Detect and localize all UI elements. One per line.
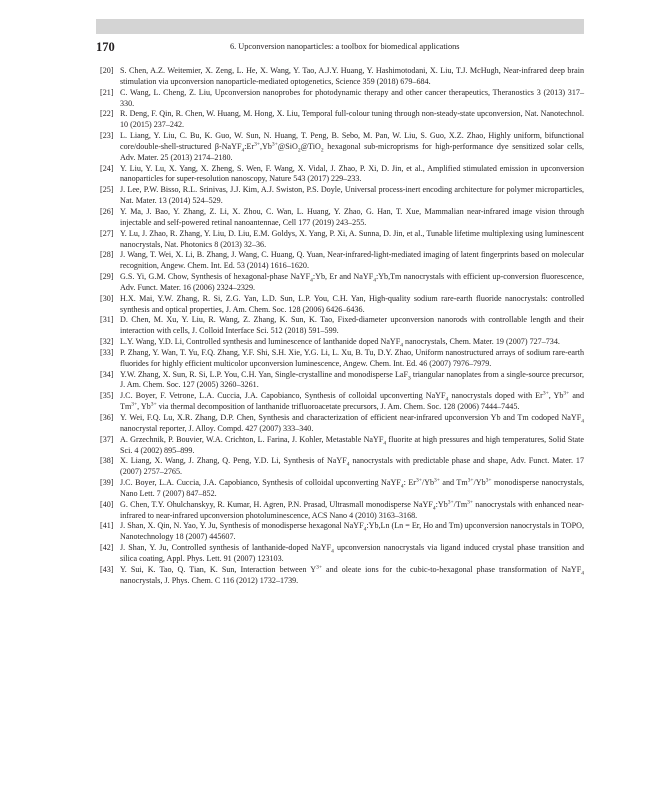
reference-number: [32] — [100, 337, 114, 347]
reference-number: [43] — [100, 564, 114, 574]
reference-text: R. Deng, F. Qin, R. Chen, W. Huang, M. Hong, X. Liu, Temporal full-colour tuning through non-steady-state upconversion, Nat. Nanotechnol. 10 (2015) 237–242. — [120, 109, 584, 130]
reference-number: [37] — [100, 434, 114, 444]
reference-text: L. Liang, Y. Liu, C. Bu, K. Guo, W. Sun, N. Huang, T. Peng, B. Sebo, M. Pan, W. Liu, S. Guo, X.Z. Zhao, Highly uniform, bifunctional core/double-shell-structured $\beta-NaYF_4:Er^{3+},Yb^{3+}@SiO_2@TiO_2$ hexagonal sub-microprisms for high-performance dye sensitized solar cells, Adv. Mater. 25 (2013) 2174–2180. — [120, 131, 584, 162]
reference-number: [39] — [100, 478, 114, 488]
reference-text: H.X. Mai, Y.W. Zhang, R. Si, Z.G. Yan, L.D. Sun, L.P. You, C.H. Yan, High-quality sodium rare-earth fluoride nanocrystals: controlled synthesis and optical properties, J. Am. Chem. Soc. 128 (2006) 6426–6436. — [120, 293, 584, 314]
reference-item — [100, 543, 584, 565]
reference-number: [27] — [100, 228, 114, 238]
reference-item — [100, 229, 584, 251]
reference-text: J. Wang, T. Wei, X. Li, B. Zhang, J. Wang, C. Huang, Q. Yuan, Near-infrared-light-mediated imaging of latent fingerprints based on molecular recognition, Angew. Chem. Int. Ed. 53 (2014) 1616–1620. — [120, 250, 584, 271]
reference-number: [24] — [100, 163, 114, 173]
reference-number: [23] — [100, 131, 114, 141]
reference-text: J. Shan, Y. Ju, Controlled synthesis of lanthanide-doped NaYF$_4$ upconversion nanocrystals via ligand induced crystal phase transition and silica coating, Appl. Phys. Lett. 91 (2007) 123103. — [120, 543, 585, 563]
reference-text: C. Wang, L. Cheng, Z. Liu, Upconversion nanoprobes for photodynamic therapy and other cancer therapeutics, Theranostics 3 (2013) 317–330. — [120, 87, 584, 108]
reference-item — [100, 500, 584, 522]
reference-item — [100, 207, 584, 229]
reference-text: J.C. Boyer, F. Vetrone, L.A. Cuccia, J.A. Capobianco, Synthesis of colloidal upconverting NaYF$_4$ nanocrystals doped with $Er^{3+}$, $Yb^{3+}$ and $Tm^{3+}$, $Yb^{3+}$ via thermal decomposition of lanthanide trifluoroacetate precursors, J. Am. Chem. Soc. 128 (2006) 7444–7445. — [120, 390, 585, 412]
reference-number: [31] — [100, 315, 114, 325]
reference-item — [100, 348, 584, 370]
reference-number: [36] — [100, 413, 114, 422]
reference-text: Y. Ma, J. Bao, Y. Zhang, Z. Li, X. Zhou, C. Wan, L. Huang, Y. Zhao, G. Han, T. Xue, Mammalian near-infrared image vision through injectable and self-powered retinal nanoantennae, Cell 177 (2019) 243–255. — [120, 206, 584, 227]
reference-item — [100, 88, 584, 110]
reference-number: [41] — [100, 521, 114, 531]
reference-item — [100, 337, 584, 348]
reference-number: [40] — [100, 499, 114, 509]
reference-item — [100, 456, 584, 478]
reference-item — [100, 66, 584, 88]
reference-item — [100, 413, 584, 435]
reference-item — [100, 435, 584, 457]
reference-text: Y. Liu, Y. Lu, X. Yang, X. Zheng, S. Wen, F. Wang, X. Vidal, J. Zhao, P. Xi, D. Jin, et al., Amplified stimulated emission in upconversion nanoparticles for super-resolution nanoscopy, Nature 543 (2017) 229–233. — [120, 163, 584, 184]
reference-number: [42] — [100, 543, 114, 553]
running-title: 6. Upconversion nanoparticles: a toolbox for biomedical applications — [230, 42, 460, 51]
reference-text: X. Liang, X. Wang, J. Zhang, Q. Peng, Y.D. Li, Synthesis of NaYF$_4$ nanocrystals with predictable phase and shape, Adv. Funct. Mater. 17 (2007) 2757–2765. — [120, 456, 585, 477]
reference-list — [100, 66, 584, 587]
reference-number: [35] — [100, 391, 114, 401]
reference-item — [100, 478, 584, 500]
reference-text: Y.W. Zhang, X. Sun, R. Si, L.P. You, C.H. Yan, Single-crystalline and monodisperse LaF$_3$ triangular nanoplates from a single-source precursor, J. Am. Chem. Soc. 127 (2005) 3260–3261. — [120, 369, 585, 390]
reference-text: L.Y. Wang, Y.D. Li, Controlled synthesis and luminescence of lanthanide doped NaYF$_4$ nanocrystals, Chem. Mater. 19 (2007) 727–734. — [120, 337, 560, 349]
reference-text: A. Grzechnik, P. Bouvier, W.A. Crichton, L. Farina, J. Kohler, Metastable NaYF$_4$ fluorite at high pressures and high temperatures, Solid State Sci. 4 (2002) 895–899. — [120, 434, 584, 455]
reference-text: J.C. Boyer, L.A. Cuccia, J.A. Capobianco, Synthesis of colloidal upconverting NaYF$_4$: $Er^{3+}/Yb^{3+}$ and $Tm^{3+}/Yb^{3+}$ monodisperse nanocrystals, Nano Lett. 7 (2007) 847–852. — [120, 477, 584, 498]
reference-item — [100, 391, 584, 413]
reference-item — [100, 164, 584, 186]
reference-text: Y. Wei, F.Q. Lu, X.R. Zhang, D.P. Chen, Synthesis and characterization of efficient near-infrared upconversion Yb and Tm codoped NaYF$_4$ nanocrystal reporter, J. Alloy. Compd. 427 (2007) 333–340. — [120, 413, 584, 433]
reference-item — [100, 315, 584, 337]
reference-item — [100, 370, 584, 392]
header-bar — [96, 19, 584, 34]
reference-text: D. Chen, M. Xu, Y. Liu, R. Wang, Z. Zhang, K. Sun, K. Tao, Fixed-diameter upconversion nanorods with controllable length and their interaction with cells, J. Colloid Interface Sci. 512 (2018) 591–599. — [120, 315, 584, 336]
reference-text: S. Chen, A.Z. Weitemier, X. Zeng, L. He, X. Wang, Y. Tao, A.J.Y. Huang, Y. Hashimotodani, X. Liu, T.J. McHugh, Near-infrared deep brain stimulation via upconversion nanoparticle-mediated optogenetics, Science 359 (2018) 679–684. — [120, 66, 584, 86]
reference-item — [100, 272, 584, 294]
reference-text: Y. Sui, K. Tao, Q. Tian, K. Sun, Interaction between $Y^{3+}$ and oleate ions for the cubic-to-hexagonal phase transformation of NaYF$_4$ nanocrystals, J. Phys. Chem. C 116 (2012) 1732–1739. — [120, 564, 584, 585]
reference-number: [22] — [100, 109, 114, 119]
reference-item — [100, 521, 584, 543]
reference-number: [28] — [100, 250, 114, 260]
reference-number: [20] — [100, 66, 114, 75]
reference-text: G.S. Yi, G.M. Chow, Synthesis of hexagonal-phase NaYF$_4$:Yb, Er and NaYF$_4$:Yb,Tm nanocrystals with efficient up-conversion fluorescence, Adv. Funct. Mater. 16 (2006) 2324–2329. — [120, 272, 585, 292]
reference-text: G. Chen, T.Y. Ohulchanskyy, R. Kumar, H. Agren, P.N. Prasad, Ultrasmall monodisperse $NaYF_4:Yb^{3+}/Tm^{3+}$ nanocrystals with enhanced near-infrared to near-infrared upconversion photoluminescence, ACS Nano 4 (2010) 3163–3168. — [120, 499, 584, 520]
reference-number: [29] — [100, 272, 114, 282]
reference-number: [34] — [100, 369, 114, 379]
reference-number: [33] — [100, 347, 114, 357]
reference-item — [100, 131, 584, 164]
reference-text: P. Zhang, Y. Wan, T. Yu, F.Q. Zhang, Y.F. Shi, S.H. Xie, Y.G. Li, L. Xu, B. Tu, D.Y. Zhao, Uniform nanostructured arrays of sodium rare-earth fluorides for highly efficient multicolor upconversion luminescence, Angew. Chem. Int. Ed. 46 (2007) 7976–7979. — [120, 347, 584, 368]
reference-text: J. Lee, P.W. Bisso, R.L. Srinivas, J.J. Kim, A.J. Swiston, P.S. Doyle, Universal process-inert encoding architecture for polymer microparticles, Nat. Mater. 13 (2014) 524–529. — [120, 185, 584, 206]
page-number: 170 — [96, 40, 115, 54]
reference-number: [25] — [100, 185, 114, 195]
reference-item — [100, 250, 584, 272]
reference-item — [100, 109, 584, 131]
reference-text: J. Shan, X. Qin, N. Yao, Y. Ju, Synthesis of monodisperse hexagonal NaYF$_4$:Yb,Ln (Ln = Er, Ho and Tm) upconversion nanocrystals in TOPO, Nanotechnology 18 (2007) 445607. — [120, 521, 584, 542]
reference-item — [100, 565, 584, 587]
reference-number: [26] — [100, 206, 114, 216]
reference-text: Y. Lu, J. Zhao, R. Zhang, Y. Liu, D. Liu, E.M. Goldys, X. Yang, P. Xi, A. Sunna, D. Jin, et al., Tunable lifetime multiplexing using luminescent nanocrystals, Nat. Photonics 8 (2013) 32–36. — [120, 228, 584, 249]
reference-item — [100, 185, 584, 207]
reference-number: [21] — [100, 87, 114, 97]
reference-item — [100, 294, 584, 316]
reference-number: [38] — [100, 456, 114, 466]
reference-number: [30] — [100, 293, 114, 303]
